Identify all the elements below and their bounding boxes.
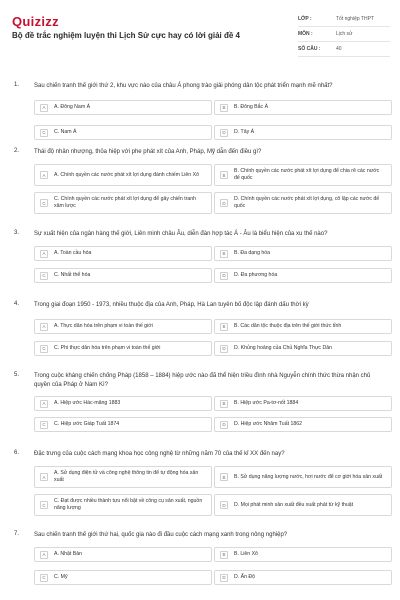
meta-label: SỐ CÂU :	[298, 46, 321, 52]
option-text: D. Khủng hoảng của Chủ Nghĩa Thực Dân	[234, 345, 332, 351]
option-b[interactable]	[214, 466, 392, 488]
document-title: Bộ đề trắc nghiệm luyện thi Lịch Sử cực hay có lời giải đề 4	[12, 31, 240, 40]
option-text: B. Hiệp ước Pa-tơ-nốt 1884	[234, 400, 299, 406]
document-header	[0, 0, 400, 72]
option-letter: D	[220, 199, 228, 207]
question-text: Trong cuộc kháng chiến chống Pháp (1858 – 1884) hiệp ước nào đã thể hiện triều đình nhà Nguyễn chính thức thừa nhận chủ quyền của Pháp ở Nam Kì?	[34, 373, 371, 388]
option-text: D. Chính quyền các nước phát xít lợi dụng, cô lập các nước đế quốc	[234, 196, 380, 209]
option-text: C. Chính quyền các nước phát xít lợi dụng để gây chiến tranh xâm lược	[54, 196, 197, 209]
option-letter: A	[40, 171, 48, 179]
option-text: C. Mỹ	[54, 574, 68, 580]
option-text: A. Toàn cầu hóa	[54, 250, 92, 256]
option-letter: D	[220, 501, 228, 509]
option-text: D. Tây Á	[234, 129, 255, 135]
option-letter: A	[40, 400, 48, 408]
option-letter: C	[40, 421, 48, 429]
option-c[interactable]	[34, 494, 212, 516]
option-letter: A	[40, 323, 48, 331]
option-text: B. Liên Xô	[234, 551, 258, 557]
option-text: D. Đa phương hóa	[234, 272, 278, 278]
option-d[interactable]	[214, 494, 392, 516]
option-letter: B	[220, 400, 228, 408]
option-c[interactable]	[34, 417, 212, 432]
meta-label: MÔN :	[298, 31, 313, 37]
option-b[interactable]	[214, 396, 392, 411]
option-b[interactable]	[214, 246, 392, 261]
option-letter: D	[220, 574, 228, 582]
option-text: A. Hiệp ước Hác-măng 1883	[54, 400, 121, 406]
option-text: A. Thực dân hóa trên phạm vi toàn thế giới	[54, 323, 153, 329]
option-d[interactable]	[214, 341, 392, 356]
option-text: C. Hiệp ước Giáp Tuất 1874	[54, 421, 120, 427]
option-letter: C	[40, 199, 48, 207]
option-a[interactable]	[34, 466, 212, 488]
option-text: A. Sử dụng điện tử và công nghệ thông tin để tự động hóa sản xuất	[54, 470, 199, 483]
option-letter: B	[220, 551, 228, 559]
question-number: 2.	[14, 148, 20, 154]
option-letter: D	[220, 129, 228, 137]
question-number: 6.	[14, 450, 20, 456]
meta-table	[298, 12, 390, 57]
option-text: D. Ấn Độ	[234, 574, 256, 580]
meta-value: Tốt nghiệp THPT	[336, 16, 374, 22]
question-text: Sau chiến tranh thế giới thứ hai, quốc gia nào đi đầu cuộc cách mạng xanh trong nông nghiệp?	[34, 532, 288, 538]
question-number: 1.	[14, 82, 20, 88]
meta-label: LỚP :	[298, 16, 312, 22]
question-number: 3.	[14, 230, 20, 236]
question-number: 7.	[14, 531, 20, 537]
option-letter: A	[40, 473, 48, 481]
option-text: C. Đạt được nhiều thành tựu nổi bật về công cụ sản xuất, nguồn năng lượng	[54, 498, 203, 511]
option-letter: B	[220, 323, 228, 331]
option-d[interactable]	[214, 417, 392, 432]
question-text: Thái độ nhân nhượng, thỏa hiệp với phe phát xít của Anh, Pháp, Mỹ dẫn đến điều gì?	[34, 149, 262, 155]
option-a[interactable]	[34, 319, 212, 334]
option-d[interactable]	[214, 268, 392, 283]
option-letter: D	[220, 345, 228, 353]
option-text: D. Mọi phát minh sản xuất đều xuất phát từ kỹ thuật	[234, 501, 354, 508]
quizizz-logo: Quizizz	[12, 14, 59, 29]
option-c[interactable]	[34, 125, 212, 140]
question-text: Sự xuất hiện của ngân hàng thế giới, Liên minh châu Âu, diễn đàn hợp tác Á - Âu là biểu hiện của xu thế nào?	[34, 231, 328, 237]
option-b[interactable]	[214, 164, 392, 186]
option-d[interactable]	[214, 192, 392, 214]
option-c[interactable]	[34, 192, 212, 214]
option-b[interactable]	[214, 100, 392, 115]
option-letter: A	[40, 250, 48, 258]
option-letter: B	[220, 104, 228, 112]
option-d[interactable]	[214, 570, 392, 585]
option-text: B. Đông Bắc Á	[234, 104, 269, 110]
option-text: B. Chính quyền các nước phát xít lợi dụng để chia rẽ các nước đế quốc	[234, 168, 380, 181]
option-letter: B	[220, 171, 228, 179]
option-text: D. Hiệp ước Nhâm Tuất 1862	[234, 421, 303, 427]
option-c[interactable]	[34, 341, 212, 356]
option-c[interactable]	[34, 268, 212, 283]
option-letter: C	[40, 345, 48, 353]
option-text: C. Phi thực dân hóa trên phạm vi toàn thế giới	[54, 345, 161, 351]
option-letter: C	[40, 272, 48, 280]
question-text: Sau chiến tranh thế giới thứ 2, khu vực nào của châu Á phong trào giải phóng dân tộc phát triển mạnh mẽ nhất?	[34, 83, 333, 89]
option-letter: D	[220, 421, 228, 429]
option-text: A. Chính quyền các nước phát xít lợi dụng đánh chiếm Liên Xô	[54, 171, 199, 178]
meta-row-count	[298, 42, 390, 57]
option-text: A. Đông Nam Á	[54, 104, 91, 110]
option-a[interactable]	[34, 547, 212, 562]
option-text: B. Các dân tộc thuộc địa trên thế giới thức tỉnh	[234, 323, 342, 329]
meta-row-subject	[298, 27, 390, 42]
question-number: 4.	[14, 301, 20, 307]
option-letter: D	[220, 272, 228, 280]
option-text: A. Nhật Bản	[54, 551, 82, 557]
option-b[interactable]	[214, 319, 392, 334]
option-letter: B	[220, 250, 228, 258]
option-letter: C	[40, 129, 48, 137]
option-letter: A	[40, 551, 48, 559]
option-text: B. Đa dạng hóa	[234, 250, 271, 256]
question-number: 5.	[14, 372, 20, 378]
option-a[interactable]	[34, 100, 212, 115]
option-letter: A	[40, 104, 48, 112]
meta-value: Lịch sử	[336, 31, 353, 37]
option-a[interactable]	[34, 164, 212, 186]
option-d[interactable]	[214, 125, 392, 140]
option-text: B. Sử dụng năng lượng nước, hơi nước để cơ giới hóa sản xuất	[234, 473, 383, 480]
question-text: Trong giai đoạn 1950 - 1973, nhiều thuộc địa của Anh, Pháp, Hà Lan tuyên bố độc lập đánh dấu thời kỳ	[34, 302, 309, 308]
meta-row-class	[298, 12, 390, 27]
option-b[interactable]	[214, 547, 392, 562]
question-text: Đặc trưng của cuộc cách mạng khoa học công nghệ từ những năm 70 của thế kỉ XX đến nay?	[34, 451, 285, 457]
option-text: C. Nam Á	[54, 129, 77, 135]
option-letter: C	[40, 574, 48, 582]
option-c[interactable]	[34, 570, 212, 585]
option-letter: C	[40, 501, 48, 509]
option-a[interactable]	[34, 246, 212, 261]
meta-value: 40	[336, 46, 342, 52]
option-a[interactable]	[34, 396, 212, 411]
option-letter: B	[220, 473, 228, 481]
option-text: C. Nhất thể hóa	[54, 272, 91, 278]
